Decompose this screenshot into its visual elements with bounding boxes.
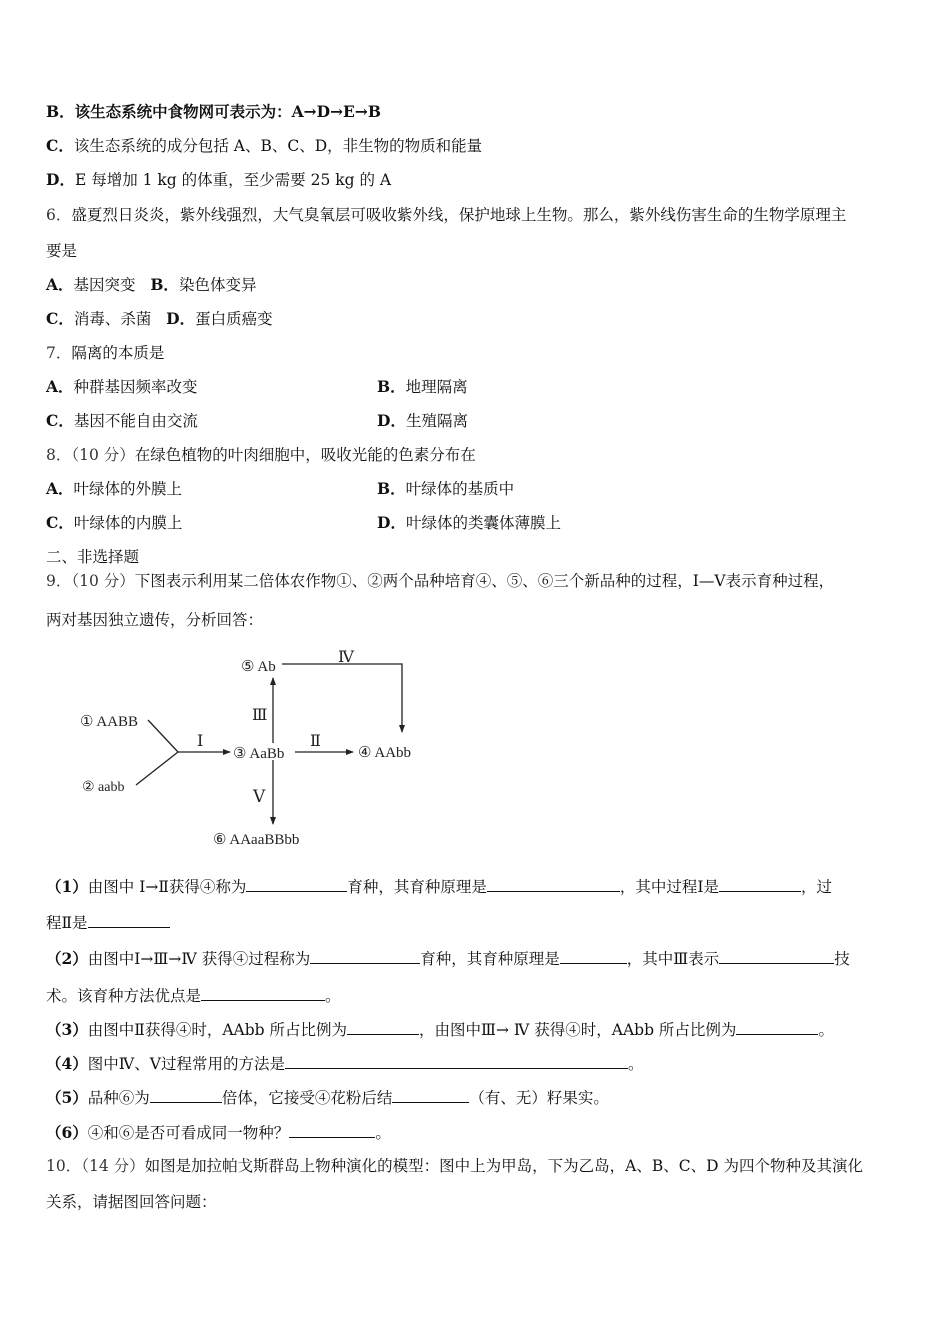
q9-sub5 bbox=[46, 1087, 609, 1108]
q9-sub1-cont bbox=[46, 912, 170, 933]
answer-blank[interactable] bbox=[201, 985, 325, 1001]
q7-stem bbox=[46, 343, 164, 363]
q8-option-d[interactable] bbox=[377, 513, 561, 533]
node-1: ① AABB bbox=[80, 714, 139, 730]
section-title: 二、非选择题 bbox=[46, 548, 140, 566]
option-text: 地理隔离 bbox=[405, 378, 468, 396]
q9-stem bbox=[46, 571, 834, 591]
option-text: 该生态系统的成分包括 A、B、C、D，非生物的物质和能量 bbox=[73, 137, 483, 155]
label-process-v: Ⅴ bbox=[253, 787, 266, 806]
sub-text: ，其中过程Ⅰ是 bbox=[619, 878, 720, 896]
question-text: 隔离的本质是 bbox=[71, 344, 165, 362]
node-4: ④ AAbb bbox=[358, 745, 412, 761]
option-text: 叶绿体的基质中 bbox=[405, 480, 515, 498]
option-text: 消毒、杀菌 bbox=[73, 310, 152, 328]
sub-text: 术。该育种方法优点是 bbox=[46, 987, 202, 1005]
answer-blank[interactable] bbox=[285, 1053, 628, 1069]
q9-stem-cont bbox=[46, 610, 263, 630]
q5-option-c bbox=[46, 136, 482, 156]
sub-text: 。 bbox=[627, 1055, 644, 1073]
q6-options-ab bbox=[46, 275, 256, 295]
node-3: ③ AaBb bbox=[233, 746, 285, 762]
q7-options-ab bbox=[46, 377, 906, 397]
sub-number: （2） bbox=[46, 949, 88, 968]
q6-stem bbox=[46, 205, 846, 225]
sub-number: （6） bbox=[46, 1123, 88, 1142]
sub-text: 程Ⅱ是 bbox=[46, 914, 88, 932]
node-2: ② aabb bbox=[82, 780, 125, 795]
q9-sub3 bbox=[46, 1019, 834, 1040]
sub-number: （4） bbox=[46, 1054, 88, 1073]
sub-text: 由图中 Ⅰ→Ⅱ获得④称为 bbox=[87, 878, 247, 896]
q10-stem-cont bbox=[46, 1192, 217, 1212]
q10-stem bbox=[46, 1156, 863, 1176]
sub-text: 倍体，它接受④花粉后结 bbox=[221, 1089, 393, 1107]
option-text: 基因突变 bbox=[73, 276, 136, 294]
sub-text: ，过 bbox=[801, 878, 833, 896]
sub-text: ，其中Ⅲ表示 bbox=[626, 950, 720, 968]
option-letter: A． bbox=[46, 275, 74, 294]
sub-text: ④和⑥是否可看成同一物种？ bbox=[87, 1124, 290, 1142]
option-text: 叶绿体的内膜上 bbox=[73, 514, 183, 532]
question-number: 10． bbox=[46, 1157, 82, 1175]
q7-option-a[interactable] bbox=[46, 378, 198, 396]
option-letter: D． bbox=[166, 309, 196, 328]
option-letter: B． bbox=[377, 479, 406, 498]
option-text: 叶绿体的外膜上 bbox=[73, 480, 183, 498]
node-6: ⑥ AAaaBBbb bbox=[213, 832, 300, 848]
sub-text: （有、无）籽果实。 bbox=[469, 1089, 609, 1107]
q5-option-b bbox=[46, 102, 381, 122]
answer-blank[interactable] bbox=[246, 876, 347, 892]
answer-blank[interactable] bbox=[310, 948, 420, 964]
answer-blank[interactable] bbox=[719, 948, 834, 964]
q9-sub2-cont bbox=[46, 985, 341, 1006]
sub-text: 品种⑥为 bbox=[87, 1089, 150, 1107]
q6-option-d[interactable] bbox=[166, 310, 272, 328]
q6-option-c[interactable] bbox=[46, 310, 151, 328]
question-text: 盛夏烈日炎炎，紫外线强烈，大气臭氧层可吸收紫外线，保护地球上生物。那么，紫外线伤害生命的生物学原理主 bbox=[71, 206, 847, 224]
option-letter: C． bbox=[46, 411, 74, 430]
option-text: 种群基因频率改变 bbox=[73, 378, 198, 396]
option-letter: D． bbox=[46, 170, 75, 189]
q6-options-cd bbox=[46, 309, 273, 329]
q8-options-ab bbox=[46, 479, 906, 499]
option-text: 叶绿体的类囊体薄膜上 bbox=[405, 514, 561, 532]
option-letter: A． bbox=[46, 479, 74, 498]
option-text: 基因不能自由交流 bbox=[73, 412, 198, 430]
option-letter: A． bbox=[46, 377, 74, 396]
answer-blank[interactable] bbox=[736, 1019, 818, 1035]
sub-number: （5） bbox=[46, 1088, 88, 1107]
q8-options-cd bbox=[46, 513, 906, 533]
sub-text: 技 bbox=[834, 950, 850, 968]
q9-sub1 bbox=[46, 876, 832, 897]
label-process-ii: Ⅱ bbox=[310, 733, 321, 750]
question-number: 6． bbox=[46, 206, 72, 224]
q8-option-a[interactable] bbox=[46, 480, 182, 498]
question-text: 要是 bbox=[46, 242, 78, 260]
question-number: 7． bbox=[46, 344, 72, 362]
question-text: 下图表示利用某二倍体农作物①、②两个品种培育④、⑤、⑥三个新品种的过程，Ⅰ—Ⅴ表示育种过程， bbox=[134, 572, 835, 590]
question-number: 9． bbox=[46, 572, 72, 590]
sub-text: 。 bbox=[375, 1124, 391, 1142]
option-text: 染色体变异 bbox=[178, 276, 257, 294]
option-letter: B． bbox=[46, 102, 75, 121]
option-letter: C． bbox=[46, 309, 74, 328]
q6-stem-cont bbox=[46, 241, 77, 261]
answer-blank[interactable] bbox=[719, 876, 801, 892]
option-letter: B． bbox=[150, 275, 179, 294]
q7-options-cd bbox=[46, 411, 906, 431]
question-score: （10 分） bbox=[71, 572, 135, 590]
q9-sub6 bbox=[46, 1122, 391, 1143]
sub-text: 由图中Ⅰ→Ⅲ→Ⅳ 获得④过程称为 bbox=[87, 950, 311, 968]
question-text: 两对基因独立遗传，分析回答： bbox=[46, 611, 264, 629]
q8-option-b[interactable] bbox=[377, 479, 514, 499]
q6-option-b[interactable] bbox=[150, 276, 256, 294]
answer-blank[interactable] bbox=[347, 1019, 419, 1035]
question-text: 关系，请据图回答问题： bbox=[46, 1193, 217, 1211]
question-score: （10 分） bbox=[71, 446, 135, 464]
q5-option-d bbox=[46, 170, 391, 190]
sub-text: 。 bbox=[325, 987, 341, 1005]
answer-blank[interactable] bbox=[150, 1087, 222, 1103]
answer-blank[interactable] bbox=[487, 876, 620, 892]
sub-text: 。 bbox=[818, 1021, 834, 1039]
option-letter: B． bbox=[377, 377, 406, 396]
option-letter: C． bbox=[46, 136, 74, 155]
option-text: 生殖隔离 bbox=[405, 412, 468, 430]
q7-option-c[interactable] bbox=[46, 412, 198, 430]
q6-option-a[interactable] bbox=[46, 276, 136, 294]
sub-text: 育种，其育种原理是 bbox=[347, 878, 487, 896]
sub-number: （3） bbox=[46, 1020, 88, 1039]
question-score: （14 分） bbox=[81, 1157, 145, 1175]
option-letter: D． bbox=[377, 411, 406, 430]
option-text: 该生态系统中食物网可表示为：A→D→E→B bbox=[74, 102, 381, 121]
answer-blank[interactable] bbox=[560, 948, 627, 964]
node-5: ⑤ Ab bbox=[241, 659, 276, 675]
answer-blank[interactable] bbox=[88, 912, 170, 928]
question-number: 8． bbox=[46, 446, 72, 464]
sub-number: （1） bbox=[46, 877, 88, 896]
question-text: 在绿色植物的叶肉细胞中，吸收光能的色素分布在 bbox=[134, 446, 476, 464]
q9-sub4 bbox=[46, 1053, 644, 1074]
label-process-iv: Ⅳ bbox=[338, 649, 354, 666]
q8-option-c[interactable] bbox=[46, 514, 182, 532]
sub-text: 由图中Ⅱ获得④时，AAbb 所占比例为 bbox=[87, 1021, 347, 1039]
option-text: E 每增加 1 kg 的体重，至少需要 25 kg 的 A bbox=[74, 171, 392, 189]
sub-text: ，由图中Ⅲ→ Ⅳ 获得④时，AAbb 所占比例为 bbox=[419, 1021, 737, 1039]
q7-option-b[interactable] bbox=[377, 377, 468, 397]
option-letter: C． bbox=[46, 513, 74, 532]
sub-text: 图中Ⅳ、Ⅴ过程常用的方法是 bbox=[87, 1055, 285, 1073]
connector-line bbox=[136, 752, 178, 785]
q8-stem bbox=[46, 445, 476, 465]
option-letter: D． bbox=[377, 513, 406, 532]
q7-option-d[interactable] bbox=[377, 411, 468, 431]
answer-blank[interactable] bbox=[392, 1087, 469, 1103]
breeding-diagram bbox=[70, 640, 450, 850]
sub-text: 育种，其育种原理是 bbox=[420, 950, 560, 968]
label-process-iii: Ⅲ bbox=[252, 707, 268, 724]
question-text: 如图是加拉帕戈斯群岛上物种演化的模型：图中上为甲岛，下为乙岛，A、B、C、D 为四个物种及其演化 bbox=[144, 1157, 863, 1175]
arrow-process-iv bbox=[282, 664, 402, 732]
label-process-i: Ⅰ bbox=[197, 733, 204, 750]
option-text: 蛋白质癌变 bbox=[195, 310, 273, 328]
answer-blank[interactable] bbox=[289, 1122, 375, 1138]
connector-line bbox=[148, 720, 178, 752]
q9-sub2 bbox=[46, 948, 850, 969]
